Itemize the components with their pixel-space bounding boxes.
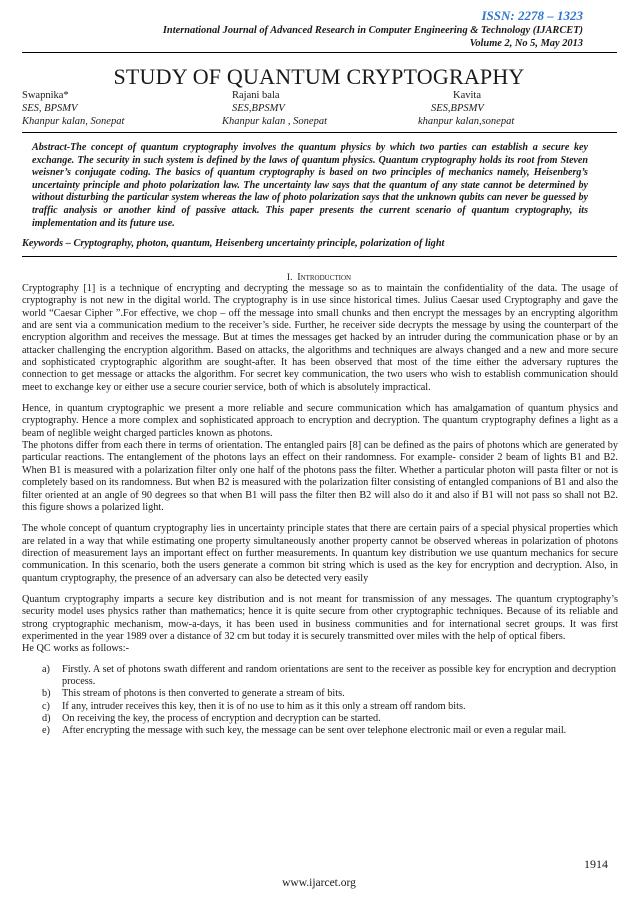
list-marker: e) (42, 725, 50, 737)
author-name: Kavita (453, 90, 481, 101)
author-block-3 (418, 89, 514, 128)
list-item-text: This stream of photons is then converted to generate a stream of bits. (62, 688, 345, 700)
keywords: Keywords – Cryptography, photon, quantum, Heisenberg uncertainty principle, polarization of light (22, 238, 445, 249)
journal-volume: Volume 2, No 5, May 2013 (469, 38, 583, 49)
paragraph: The whole concept of quantum cryptography lies in uncertainty principle states that there are certain pairs of a special physical properties which are related in a way that while estimating one property simultaneously another property cannot be observed whereas in polarization of photons direction of measurement lays an important effect on further measurements. In quantum key distribution we use quantum mechanics for secure communication. In this scenario, both the users generate a common bit string which is used as the key for encryption and decryption. Also, in quantum cryptography, the presence of an adversary can also be detected very easily (22, 523, 618, 584)
author-affiliation: SES,BPSMV (232, 103, 285, 114)
paragraph: The photons differ from each there in terms of orientation. The entangled pairs [8] can be defined as the pairs of photons which are generated by particular reactions. The entanglement of the photons lays an effect on their randomness. For example- consider 2 beam of lights B1 and B2. When B1 is measured with a polarization filter only one half of the photons pass the filter. Whether a particular photon will pasta filter or not is completely based on its randomness. But when B2 is measured with the polarization filter consisting of entangled companions of B1 and also the filter oriented at an angle of 90 degrees so that when B1 will pass the filter then B2 will also do it and also if B1 will not pass so shall not B2. this figure shows a polarized light. (22, 440, 618, 513)
paragraph: Quantum cryptography imparts a secure key distribution and is not meant for transmission of any messages. The quantum cryptography’s security model uses physics rather than mathematics; hence it is quite secure from other cryptographic techniques. Because of its reliable and strong cryptographic mechanism, mow-a-days, it has been used in business communities and for international secret groups. It was first experimented in the year 1989 over a distance of 32 cm but today it is securely transmitted over miles with the help of optical fibers. (22, 593, 618, 642)
journal-header (103, 24, 583, 50)
footer-url[interactable]: www.ijarcet.org (282, 877, 356, 889)
author-affiliation: SES,BPSMV (431, 103, 484, 114)
author-affiliation: SES, BPSMV (22, 103, 78, 114)
section-heading (0, 272, 638, 283)
list-marker: b) (42, 688, 51, 700)
list-item (22, 664, 618, 689)
journal-name: International Journal of Advanced Research in Computer Engineering & Technology (IJARCET) (162, 25, 583, 36)
section-title: Introduction (297, 272, 352, 283)
author-block-1 (22, 89, 124, 128)
issn-label: ISSN: 2278 – 1323 (481, 8, 583, 23)
list-marker: a) (42, 663, 50, 675)
paragraph: Cryptography [1] is a technique of encrypting and decrypting the message so as to maintain the confidentiality of the data. The usage of cryptography is not new in the digital world. The cryptography is in use since historical times. Julius Caesar used Cryptography and gave the world “Caesar Cipher ”.For effective, we chop – off the message into small chunks and then encrypt the messages by an encrypting algorithm and are sent via a communication medium to the receiver’s side. Further, he receiver side decrypts the message by using the counterpart of the encryption algorithm and receives the message. But at times the messages get hacked by an intruder during the communication phase or by an attacker challenging the encryption algorithm. Based on attacks, the algorithms and techniques are always changed and a new and more secure and sophisticated cryptographic algorithm are sought-after. It has been observed that most of the time either the adversary ruptures the connection to get message or attacks the algorithm. For secret key communication, the two users who wish to establish communication should meet to exchange key or either use a secure courier service, both of which is absolutely impractical. (22, 283, 618, 393)
list-item (22, 688, 618, 700)
list-item (22, 713, 618, 725)
list-item-text: After encrypting the message with such key, the message can be sent over telephone electronic mail or even a regular mail. (62, 725, 567, 737)
keywords-rule (22, 256, 617, 257)
paragraph: Hence, in quantum cryptographic we present a more reliable and secure communication which has amalgamation of quantum physics and cryptography. Hence a more complex and sophisticated approach to encryption and decryption. The quantum cryptography defines a light as a beam of neglible weight charged particles known as photons. (22, 403, 618, 439)
author-name: Rajani bala (232, 90, 280, 101)
list-item (22, 725, 618, 737)
author-location: Khanpur kalan , Sonepat (222, 116, 327, 127)
list-item (22, 701, 618, 713)
list-item-text: If any, intruder receives this key, then it is of no use to him as it this only a stream off random bits. (62, 700, 466, 712)
page-number: 1914 (584, 857, 608, 871)
list-marker: d) (42, 713, 51, 724)
list-item-text: Firstly. A set of photons swath different and random orientations are sent to the receiver as possible key for encryption and decryption process. (62, 663, 616, 687)
list-item-text: On receiving the key, the process of encryption and decryption can be started. (62, 713, 381, 724)
list-marker: c) (42, 700, 50, 712)
paper-title: STUDY OF QUANTUM CRYPTOGRAPHY (113, 64, 525, 89)
author-name: Swapnika* (22, 90, 69, 101)
section-number: I. (286, 273, 293, 283)
author-location: khanpur kalan,sonepat (418, 116, 515, 127)
abstract: Abstract-The concept of quantum cryptography involves the quantum physics by which two parties can establish a secure key exchange. The security in such system is defined by the laws of quantum physics. Quantum cryptography holds its root from Steven weisner’s conjugate coding. The basics of quantum cryptography is based on two principles of mechanics namely, Heisenberg’s uncertainty principle and photo polarization law. The uncertainty law says that the quantum of any state cannot be determined by without disturbing the particular system whereas the law of photo polarization says that the unknown qubits can never be guessed by traffic analysis or another kind of passive attack. This paper presents the current scenario of quantum cryptography, its implementation and its future use. (32, 142, 588, 229)
author-location: Khanpur kalan, Sonepat (22, 116, 125, 127)
section-body (22, 283, 618, 738)
header-rule (22, 52, 617, 53)
author-block-2 (222, 89, 327, 128)
steps-list (22, 664, 618, 738)
abstract-top-rule (22, 132, 617, 133)
paragraph: He QC works as follows:- (22, 643, 130, 655)
